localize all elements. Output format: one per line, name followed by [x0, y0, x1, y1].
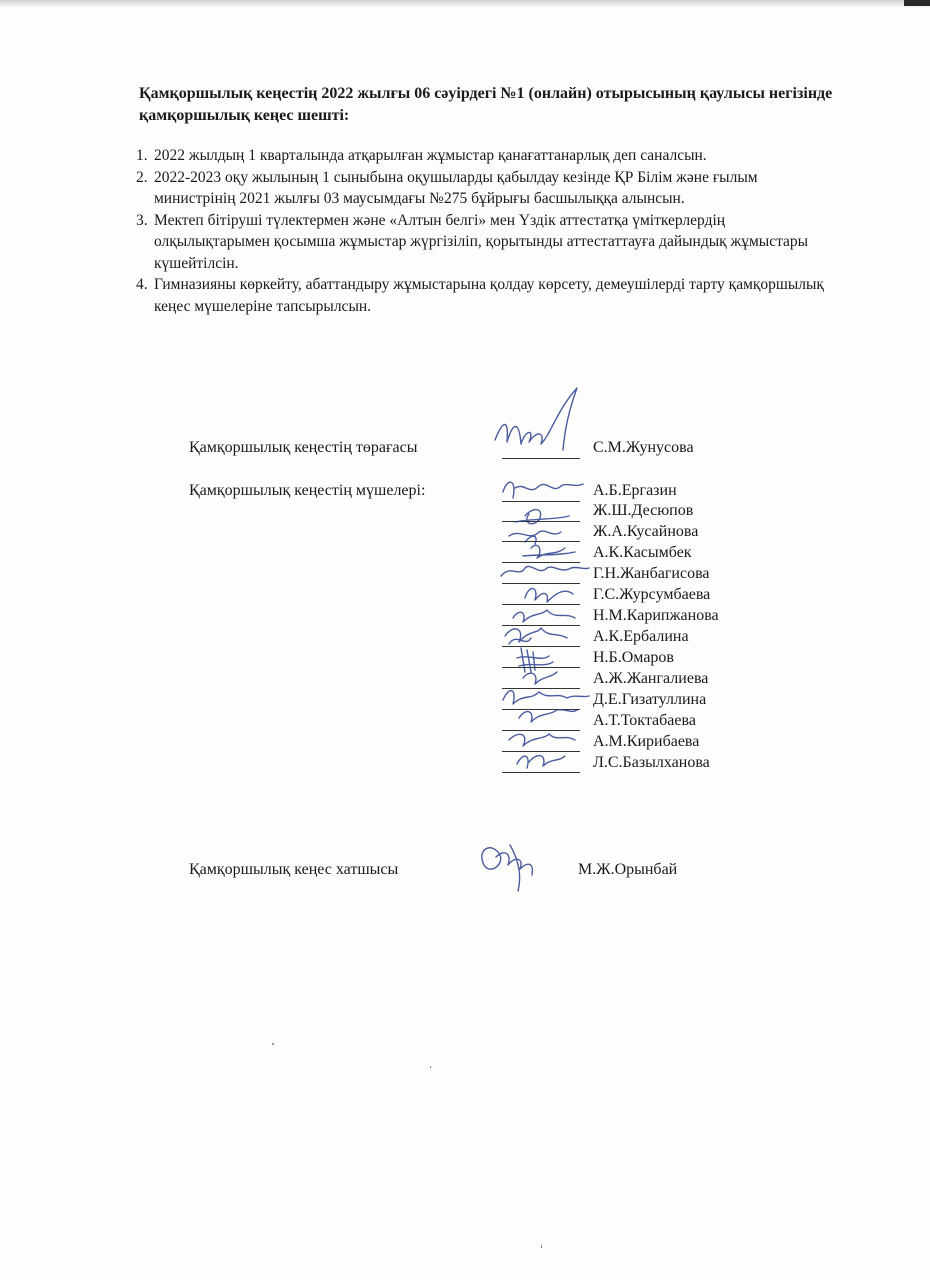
member-name: А.Т.Токтабаева	[593, 712, 696, 729]
member-name: Ж.Ш.Десюпов	[593, 502, 694, 519]
scan-speck	[541, 1245, 542, 1248]
member-name: Н.Б.Омаров	[593, 649, 674, 666]
decision-number: 1.	[136, 147, 148, 164]
decision-list	[136, 145, 836, 317]
member-name: А.К.Касымбек	[593, 544, 692, 561]
scan-edge-shadow	[0, 0, 930, 8]
decision-text: Мектеп бітіруші түлектермен және «Алтын белгі» мен Үздік аттестатқа үміткерлердің олқылықтарымен қосымша жұмыстар жүргізіліп, қорытынды аттестаттауға дайындық жұмыстары күшейтілсін.	[154, 211, 809, 272]
decision-text: Гимназияны көркейту, абаттандыру жұмыстарына қолдау көрсету, демеушілерді тарту қамқоршылық кеңес мүшелеріне тапсырылсын.	[154, 276, 824, 315]
decision-text: 2022 жылдың 1 кварталында атқарылған жұмыстар қанағаттанарлық деп саналсын.	[154, 147, 707, 164]
decision-item	[136, 167, 836, 210]
secretary-name: М.Ж.Орынбай	[578, 861, 678, 878]
decision-number: 2.	[136, 168, 148, 186]
decision-heading: Қамқоршылық кеңестің 2022 жылғы 06 сәуірдегі №1 (онлайн) отырысының қаулысы негізінде қамқоршылық кеңес шешті:	[139, 85, 833, 124]
member-name: Л.С.Базылханова	[593, 754, 710, 771]
chair-role-label: Қамқоршылық кеңестің төрағасы	[189, 439, 418, 456]
member-name: Н.М.Карипжанова	[593, 607, 719, 624]
scan-speck	[430, 1066, 431, 1068]
decision-item	[136, 145, 836, 167]
members-signature-marks	[495, 472, 590, 782]
member-name: Д.Е.Гизатуллина	[593, 691, 707, 708]
decision-item	[136, 274, 836, 317]
secretary-signature-mark	[470, 835, 550, 895]
decision-number: 3.	[136, 211, 148, 229]
members-role-label: Қамқоршылық кеңестің мүшелері:	[189, 482, 426, 499]
decision-item	[136, 210, 836, 275]
scan-speck	[272, 1043, 274, 1045]
member-name: Г.С.Журсумбаева	[593, 586, 711, 603]
secretary-role-label: Қамқоршылық кеңес хатшысы	[189, 861, 399, 878]
member-name: А.Б.Ергазин	[593, 482, 677, 499]
member-name: А.М.Кирибаева	[593, 733, 700, 750]
scan-corner-mark	[904, 0, 930, 6]
chair-name: С.М.Жунусова	[593, 439, 694, 456]
decision-text: 2022-2023 оқу жылының 1 сыныбына оқушыларды қабылдау кезінде ҚР Білім және ғылым министрінің 2021 жылғы 03 маусымдағы №275 бұйрығы басшылыққа алынсын.	[154, 168, 758, 207]
member-name: Г.Н.Жанбагисова	[593, 565, 710, 582]
decision-number: 4.	[136, 276, 148, 293]
chair-signature-mark	[485, 380, 595, 470]
member-name: А.К.Ербалина	[593, 628, 689, 645]
member-name: Ж.А.Кусайнова	[593, 523, 699, 540]
member-name: А.Ж.Жангалиева	[593, 670, 709, 687]
